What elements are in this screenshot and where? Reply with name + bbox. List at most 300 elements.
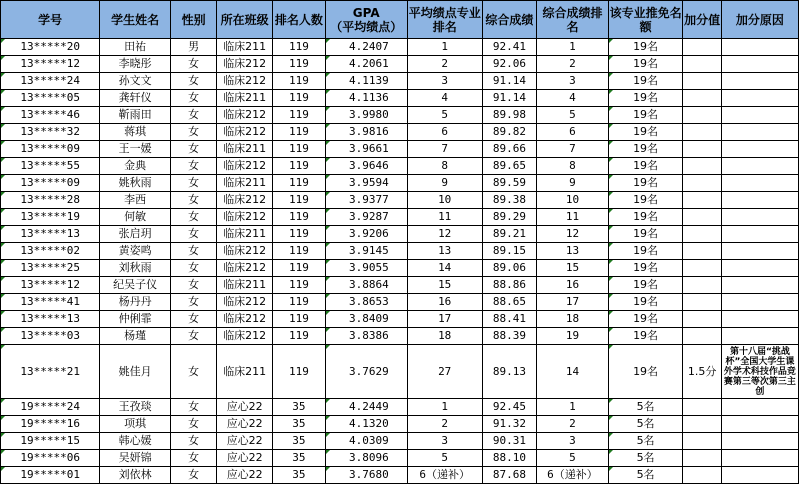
- cell-gender[interactable]: 女: [170, 277, 216, 294]
- cell-gender[interactable]: 女: [170, 260, 216, 277]
- cell-bonus-value[interactable]: [683, 277, 721, 294]
- cell-student-name[interactable]: 张启玥: [100, 226, 171, 243]
- cell-student-id[interactable]: 13*****05: [1, 90, 100, 107]
- cell-student-id[interactable]: 19*****24: [1, 399, 100, 416]
- cell-student-name[interactable]: 杨丹丹: [100, 294, 171, 311]
- cell-class[interactable]: 应心22: [217, 433, 273, 450]
- cell-gender[interactable]: 女: [170, 192, 216, 209]
- cell-gender[interactable]: 女: [170, 141, 216, 158]
- cell-rank-count[interactable]: 119: [273, 175, 326, 192]
- cell-bonus-reason[interactable]: [721, 328, 798, 345]
- cell-bonus-value[interactable]: [683, 399, 721, 416]
- cell-gpa[interactable]: 3.9055: [325, 260, 407, 277]
- cell-student-name[interactable]: 杨瑾: [100, 328, 171, 345]
- cell-bonus-value[interactable]: [683, 416, 721, 433]
- cell-gender[interactable]: 女: [170, 294, 216, 311]
- cell-student-name[interactable]: 项琪: [100, 416, 171, 433]
- cell-student-name[interactable]: 王一媛: [100, 141, 171, 158]
- cell-composite-score[interactable]: 91.14: [482, 73, 537, 90]
- cell-student-id[interactable]: 13*****12: [1, 277, 100, 294]
- cell-student-name[interactable]: 靳雨田: [100, 107, 171, 124]
- cell-student-name[interactable]: 金典: [100, 158, 171, 175]
- cell-gender[interactable]: 女: [170, 311, 216, 328]
- cell-bonus-reason[interactable]: [721, 399, 798, 416]
- cell-composite-rank[interactable]: 19: [537, 328, 609, 345]
- cell-gpa-rank[interactable]: 6（递补）: [407, 467, 482, 484]
- cell-bonus-reason[interactable]: [721, 141, 798, 158]
- cell-quota[interactable]: 19名: [608, 175, 683, 192]
- cell-class[interactable]: 临床212: [217, 294, 273, 311]
- cell-composite-rank[interactable]: 4: [537, 90, 609, 107]
- cell-gpa-rank[interactable]: 4: [407, 90, 482, 107]
- cell-composite-score[interactable]: 89.15: [482, 243, 537, 260]
- cell-bonus-value[interactable]: [683, 450, 721, 467]
- cell-student-id[interactable]: 13*****41: [1, 294, 100, 311]
- cell-class[interactable]: 临床212: [217, 192, 273, 209]
- cell-gpa[interactable]: 4.0309: [325, 433, 407, 450]
- cell-composite-rank[interactable]: 2: [537, 416, 609, 433]
- cell-student-name[interactable]: 田祐: [100, 39, 171, 56]
- cell-bonus-reason[interactable]: [721, 56, 798, 73]
- cell-bonus-reason[interactable]: [721, 107, 798, 124]
- cell-quota[interactable]: 19名: [608, 277, 683, 294]
- cell-class[interactable]: 临床212: [217, 56, 273, 73]
- cell-student-name[interactable]: 孙文文: [100, 73, 171, 90]
- cell-gender[interactable]: 女: [170, 399, 216, 416]
- cell-student-id[interactable]: 13*****03: [1, 328, 100, 345]
- cell-gender[interactable]: 女: [170, 73, 216, 90]
- cell-bonus-reason[interactable]: [721, 124, 798, 141]
- cell-composite-score[interactable]: 88.86: [482, 277, 537, 294]
- cell-bonus-reason[interactable]: [721, 39, 798, 56]
- cell-composite-score[interactable]: 89.82: [482, 124, 537, 141]
- cell-composite-score[interactable]: 88.10: [482, 450, 537, 467]
- cell-quota[interactable]: 5名: [608, 450, 683, 467]
- cell-student-name[interactable]: 何敏: [100, 209, 171, 226]
- cell-gpa-rank[interactable]: 7: [407, 141, 482, 158]
- cell-quota[interactable]: 19名: [608, 73, 683, 90]
- cell-bonus-reason[interactable]: [721, 260, 798, 277]
- cell-student-name[interactable]: 仲俐霏: [100, 311, 171, 328]
- cell-class[interactable]: 临床211: [217, 345, 273, 399]
- cell-bonus-value[interactable]: [683, 73, 721, 90]
- cell-student-name[interactable]: 李西: [100, 192, 171, 209]
- cell-class[interactable]: 临床212: [217, 209, 273, 226]
- cell-gpa[interactable]: 3.7629: [325, 345, 407, 399]
- cell-composite-rank[interactable]: 3: [537, 433, 609, 450]
- cell-student-id[interactable]: 13*****20: [1, 39, 100, 56]
- cell-student-id[interactable]: 13*****12: [1, 56, 100, 73]
- cell-rank-count[interactable]: 35: [273, 399, 326, 416]
- cell-composite-rank[interactable]: 8: [537, 158, 609, 175]
- cell-composite-rank[interactable]: 1: [537, 39, 609, 56]
- cell-quota[interactable]: 19名: [608, 39, 683, 56]
- cell-quota[interactable]: 19名: [608, 345, 683, 399]
- cell-rank-count[interactable]: 35: [273, 450, 326, 467]
- cell-bonus-value[interactable]: [683, 243, 721, 260]
- cell-gender[interactable]: 女: [170, 107, 216, 124]
- cell-composite-rank[interactable]: 10: [537, 192, 609, 209]
- cell-gender[interactable]: 女: [170, 226, 216, 243]
- cell-rank-count[interactable]: 119: [273, 311, 326, 328]
- cell-gpa-rank[interactable]: 13: [407, 243, 482, 260]
- cell-gpa[interactable]: 3.8653: [325, 294, 407, 311]
- cell-bonus-value[interactable]: [683, 158, 721, 175]
- cell-quota[interactable]: 19名: [608, 141, 683, 158]
- cell-gender[interactable]: 女: [170, 175, 216, 192]
- cell-bonus-reason[interactable]: [721, 243, 798, 260]
- cell-rank-count[interactable]: 119: [273, 328, 326, 345]
- cell-gender[interactable]: 女: [170, 124, 216, 141]
- cell-bonus-value[interactable]: [683, 294, 721, 311]
- cell-gpa-rank[interactable]: 3: [407, 433, 482, 450]
- cell-gpa[interactable]: 3.9377: [325, 192, 407, 209]
- cell-gpa[interactable]: 3.9980: [325, 107, 407, 124]
- cell-rank-count[interactable]: 35: [273, 416, 326, 433]
- cell-composite-rank[interactable]: 9: [537, 175, 609, 192]
- cell-bonus-reason[interactable]: [721, 467, 798, 484]
- cell-bonus-value[interactable]: [683, 328, 721, 345]
- cell-student-id[interactable]: 19*****01: [1, 467, 100, 484]
- cell-bonus-value[interactable]: [683, 209, 721, 226]
- cell-gpa[interactable]: 4.1139: [325, 73, 407, 90]
- cell-rank-count[interactable]: 119: [273, 192, 326, 209]
- cell-rank-count[interactable]: 119: [273, 294, 326, 311]
- cell-gender[interactable]: 女: [170, 450, 216, 467]
- cell-rank-count[interactable]: 119: [273, 107, 326, 124]
- cell-gender[interactable]: 男: [170, 39, 216, 56]
- cell-composite-score[interactable]: 89.06: [482, 260, 537, 277]
- cell-student-name[interactable]: 龚轩仪: [100, 90, 171, 107]
- cell-rank-count[interactable]: 119: [273, 345, 326, 399]
- cell-gpa-rank[interactable]: 16: [407, 294, 482, 311]
- cell-composite-rank[interactable]: 6（递补）: [537, 467, 609, 484]
- cell-composite-score[interactable]: 89.21: [482, 226, 537, 243]
- cell-bonus-value[interactable]: [683, 260, 721, 277]
- cell-gender[interactable]: 女: [170, 345, 216, 399]
- cell-bonus-value[interactable]: [683, 311, 721, 328]
- cell-bonus-value[interactable]: [683, 141, 721, 158]
- header-composite-score[interactable]: 综合成绩: [482, 1, 537, 39]
- cell-gender[interactable]: 女: [170, 416, 216, 433]
- cell-student-id[interactable]: 13*****21: [1, 345, 100, 399]
- cell-gpa-rank[interactable]: 11: [407, 209, 482, 226]
- cell-quota[interactable]: 19名: [608, 260, 683, 277]
- cell-composite-score[interactable]: 87.68: [482, 467, 537, 484]
- cell-student-name[interactable]: 姚秋雨: [100, 175, 171, 192]
- cell-bonus-reason[interactable]: [721, 209, 798, 226]
- cell-class[interactable]: 临床212: [217, 328, 273, 345]
- cell-gpa[interactable]: 4.2061: [325, 56, 407, 73]
- cell-quota[interactable]: 19名: [608, 294, 683, 311]
- cell-gpa[interactable]: 3.9287: [325, 209, 407, 226]
- cell-class[interactable]: 临床212: [217, 73, 273, 90]
- cell-bonus-reason[interactable]: [721, 226, 798, 243]
- cell-quota[interactable]: 19名: [608, 226, 683, 243]
- cell-class[interactable]: 临床211: [217, 226, 273, 243]
- cell-composite-score[interactable]: 89.65: [482, 158, 537, 175]
- cell-composite-rank[interactable]: 17: [537, 294, 609, 311]
- cell-class[interactable]: 应心22: [217, 450, 273, 467]
- cell-composite-rank[interactable]: 16: [537, 277, 609, 294]
- cell-gender[interactable]: 女: [170, 158, 216, 175]
- cell-bonus-value[interactable]: 1.5分: [683, 345, 721, 399]
- cell-gpa-rank[interactable]: 8: [407, 158, 482, 175]
- cell-gender[interactable]: 女: [170, 467, 216, 484]
- cell-bonus-reason[interactable]: [721, 158, 798, 175]
- cell-class[interactable]: 临床212: [217, 124, 273, 141]
- cell-bonus-value[interactable]: [683, 175, 721, 192]
- cell-composite-score[interactable]: 92.41: [482, 39, 537, 56]
- cell-gpa[interactable]: 4.1136: [325, 90, 407, 107]
- cell-class[interactable]: 临床212: [217, 243, 273, 260]
- cell-composite-score[interactable]: 89.66: [482, 141, 537, 158]
- cell-bonus-value[interactable]: [683, 226, 721, 243]
- cell-student-name[interactable]: 吴妍锦: [100, 450, 171, 467]
- cell-quota[interactable]: 19名: [608, 311, 683, 328]
- cell-class[interactable]: 临床211: [217, 141, 273, 158]
- cell-class[interactable]: 应心22: [217, 399, 273, 416]
- cell-bonus-value[interactable]: [683, 124, 721, 141]
- cell-composite-rank[interactable]: 2: [537, 56, 609, 73]
- cell-bonus-reason[interactable]: [721, 433, 798, 450]
- cell-gpa-rank[interactable]: 9: [407, 175, 482, 192]
- cell-student-id[interactable]: 13*****13: [1, 226, 100, 243]
- cell-gpa[interactable]: 4.1320: [325, 416, 407, 433]
- cell-gpa-rank[interactable]: 2: [407, 56, 482, 73]
- cell-quota[interactable]: 19名: [608, 192, 683, 209]
- cell-quota[interactable]: 19名: [608, 243, 683, 260]
- cell-composite-rank[interactable]: 3: [537, 73, 609, 90]
- cell-student-id[interactable]: 13*****24: [1, 73, 100, 90]
- cell-student-id[interactable]: 19*****06: [1, 450, 100, 467]
- cell-bonus-value[interactable]: [683, 192, 721, 209]
- cell-gpa-rank[interactable]: 27: [407, 345, 482, 399]
- cell-rank-count[interactable]: 119: [273, 90, 326, 107]
- cell-composite-rank[interactable]: 15: [537, 260, 609, 277]
- cell-composite-score[interactable]: 88.65: [482, 294, 537, 311]
- cell-student-name[interactable]: 姚佳月: [100, 345, 171, 399]
- cell-student-name[interactable]: 蒋琪: [100, 124, 171, 141]
- cell-gender[interactable]: 女: [170, 56, 216, 73]
- header-bonus-reason[interactable]: 加分原因: [721, 1, 798, 39]
- cell-rank-count[interactable]: 119: [273, 158, 326, 175]
- cell-bonus-reason[interactable]: [721, 73, 798, 90]
- cell-student-id[interactable]: 13*****55: [1, 158, 100, 175]
- header-class[interactable]: 所在班级: [217, 1, 273, 39]
- cell-gpa[interactable]: 3.7680: [325, 467, 407, 484]
- cell-composite-rank[interactable]: 6: [537, 124, 609, 141]
- cell-gender[interactable]: 女: [170, 90, 216, 107]
- cell-composite-rank[interactable]: 18: [537, 311, 609, 328]
- cell-gpa-rank[interactable]: 14: [407, 260, 482, 277]
- cell-student-id[interactable]: 13*****32: [1, 124, 100, 141]
- cell-composite-score[interactable]: 92.06: [482, 56, 537, 73]
- cell-composite-score[interactable]: 89.13: [482, 345, 537, 399]
- cell-quota[interactable]: 19名: [608, 90, 683, 107]
- header-gender[interactable]: 性别: [170, 1, 216, 39]
- cell-bonus-value[interactable]: [683, 107, 721, 124]
- cell-composite-score[interactable]: 89.29: [482, 209, 537, 226]
- cell-rank-count[interactable]: 119: [273, 39, 326, 56]
- cell-bonus-reason[interactable]: [721, 90, 798, 107]
- cell-quota[interactable]: 5名: [608, 467, 683, 484]
- cell-rank-count[interactable]: 119: [273, 56, 326, 73]
- cell-rank-count[interactable]: 119: [273, 226, 326, 243]
- cell-student-name[interactable]: 黄姿鸣: [100, 243, 171, 260]
- cell-student-id[interactable]: 13*****13: [1, 311, 100, 328]
- cell-gpa[interactable]: 3.8864: [325, 277, 407, 294]
- cell-class[interactable]: 临床211: [217, 277, 273, 294]
- cell-gpa[interactable]: 3.9206: [325, 226, 407, 243]
- cell-class[interactable]: 临床211: [217, 39, 273, 56]
- cell-composite-score[interactable]: 88.41: [482, 311, 537, 328]
- cell-composite-score[interactable]: 91.32: [482, 416, 537, 433]
- cell-bonus-value[interactable]: [683, 433, 721, 450]
- cell-quota[interactable]: 19名: [608, 124, 683, 141]
- cell-composite-score[interactable]: 89.38: [482, 192, 537, 209]
- cell-gpa[interactable]: 3.8409: [325, 311, 407, 328]
- cell-gpa[interactable]: 3.9145: [325, 243, 407, 260]
- cell-student-id[interactable]: 13*****46: [1, 107, 100, 124]
- cell-bonus-value[interactable]: [683, 467, 721, 484]
- cell-rank-count[interactable]: 119: [273, 141, 326, 158]
- header-student-id[interactable]: 学号: [1, 1, 100, 39]
- cell-quota[interactable]: 19名: [608, 328, 683, 345]
- cell-student-name[interactable]: 刘秋雨: [100, 260, 171, 277]
- cell-gpa-rank[interactable]: 17: [407, 311, 482, 328]
- cell-gpa-rank[interactable]: 5: [407, 107, 482, 124]
- cell-rank-count[interactable]: 119: [273, 260, 326, 277]
- cell-quota[interactable]: 19名: [608, 158, 683, 175]
- cell-student-id[interactable]: 13*****25: [1, 260, 100, 277]
- cell-gpa-rank[interactable]: 1: [407, 399, 482, 416]
- cell-student-name[interactable]: 纪吴子仪: [100, 277, 171, 294]
- cell-bonus-reason[interactable]: [721, 416, 798, 433]
- cell-bonus-reason[interactable]: 第十八届“挑战杯”全国大学生课外学术科技作品竞赛第三等次第三主创: [721, 345, 798, 399]
- cell-gpa[interactable]: 3.9594: [325, 175, 407, 192]
- cell-rank-count[interactable]: 119: [273, 124, 326, 141]
- cell-class[interactable]: 应心22: [217, 416, 273, 433]
- cell-rank-count[interactable]: 119: [273, 209, 326, 226]
- cell-bonus-reason[interactable]: [721, 175, 798, 192]
- cell-composite-rank[interactable]: 14: [537, 345, 609, 399]
- header-student-name[interactable]: 学生姓名: [100, 1, 171, 39]
- cell-student-name[interactable]: 韩心媛: [100, 433, 171, 450]
- cell-gender[interactable]: 女: [170, 243, 216, 260]
- cell-gpa-rank[interactable]: 15: [407, 277, 482, 294]
- cell-class[interactable]: 应心22: [217, 467, 273, 484]
- cell-composite-score[interactable]: 89.59: [482, 175, 537, 192]
- cell-student-id[interactable]: 13*****09: [1, 175, 100, 192]
- header-quota[interactable]: 该专业推免名额: [608, 1, 683, 39]
- cell-composite-score[interactable]: 89.98: [482, 107, 537, 124]
- cell-gpa[interactable]: 3.9816: [325, 124, 407, 141]
- cell-gpa[interactable]: 3.8096: [325, 450, 407, 467]
- cell-quota[interactable]: 19名: [608, 107, 683, 124]
- cell-student-id[interactable]: 19*****15: [1, 433, 100, 450]
- cell-bonus-reason[interactable]: [721, 277, 798, 294]
- cell-gpa-rank[interactable]: 10: [407, 192, 482, 209]
- cell-gpa[interactable]: 3.8386: [325, 328, 407, 345]
- header-gpa[interactable]: GPA （平均绩点）: [325, 1, 407, 39]
- cell-bonus-value[interactable]: [683, 39, 721, 56]
- cell-student-id[interactable]: 13*****02: [1, 243, 100, 260]
- cell-composite-rank[interactable]: 1: [537, 399, 609, 416]
- cell-gpa-rank[interactable]: 2: [407, 416, 482, 433]
- cell-student-name[interactable]: 李晓彤: [100, 56, 171, 73]
- cell-gpa[interactable]: 4.2407: [325, 39, 407, 56]
- cell-bonus-value[interactable]: [683, 56, 721, 73]
- cell-gpa-rank[interactable]: 18: [407, 328, 482, 345]
- cell-gpa[interactable]: 3.9661: [325, 141, 407, 158]
- cell-class[interactable]: 临床212: [217, 260, 273, 277]
- cell-student-id[interactable]: 13*****28: [1, 192, 100, 209]
- cell-composite-rank[interactable]: 7: [537, 141, 609, 158]
- cell-quota[interactable]: 5名: [608, 399, 683, 416]
- cell-gpa-rank[interactable]: 1: [407, 39, 482, 56]
- cell-class[interactable]: 临床211: [217, 175, 273, 192]
- cell-gpa-rank[interactable]: 12: [407, 226, 482, 243]
- cell-gender[interactable]: 女: [170, 328, 216, 345]
- cell-student-name[interactable]: 刘依林: [100, 467, 171, 484]
- cell-bonus-reason[interactable]: [721, 450, 798, 467]
- cell-composite-rank[interactable]: 13: [537, 243, 609, 260]
- cell-quota[interactable]: 19名: [608, 56, 683, 73]
- cell-class[interactable]: 临床212: [217, 107, 273, 124]
- cell-gender[interactable]: 女: [170, 433, 216, 450]
- header-rank-count[interactable]: 排名人数: [273, 1, 326, 39]
- header-bonus-value[interactable]: 加分值: [683, 1, 721, 39]
- cell-composite-rank[interactable]: 12: [537, 226, 609, 243]
- cell-gpa-rank[interactable]: 6: [407, 124, 482, 141]
- cell-gender[interactable]: 女: [170, 209, 216, 226]
- cell-bonus-value[interactable]: [683, 90, 721, 107]
- cell-rank-count[interactable]: 119: [273, 73, 326, 90]
- cell-student-name[interactable]: 王孜琰: [100, 399, 171, 416]
- cell-gpa-rank[interactable]: 3: [407, 73, 482, 90]
- cell-bonus-reason[interactable]: [721, 192, 798, 209]
- cell-bonus-reason[interactable]: [721, 311, 798, 328]
- cell-gpa-rank[interactable]: 5: [407, 450, 482, 467]
- cell-rank-count[interactable]: 119: [273, 277, 326, 294]
- cell-gpa[interactable]: 4.2449: [325, 399, 407, 416]
- cell-composite-rank[interactable]: 5: [537, 107, 609, 124]
- cell-rank-count[interactable]: 119: [273, 243, 326, 260]
- header-gpa-rank[interactable]: 平均绩点专业排名: [407, 1, 482, 39]
- cell-student-id[interactable]: 13*****09: [1, 141, 100, 158]
- cell-quota[interactable]: 5名: [608, 416, 683, 433]
- cell-composite-score[interactable]: 88.39: [482, 328, 537, 345]
- cell-rank-count[interactable]: 35: [273, 433, 326, 450]
- cell-rank-count[interactable]: 35: [273, 467, 326, 484]
- cell-class[interactable]: 临床211: [217, 90, 273, 107]
- cell-student-id[interactable]: 19*****16: [1, 416, 100, 433]
- cell-bonus-reason[interactable]: [721, 294, 798, 311]
- cell-class[interactable]: 临床212: [217, 158, 273, 175]
- cell-composite-score[interactable]: 91.14: [482, 90, 537, 107]
- cell-class[interactable]: 临床212: [217, 311, 273, 328]
- cell-composite-rank[interactable]: 5: [537, 450, 609, 467]
- cell-quota[interactable]: 5名: [608, 433, 683, 450]
- cell-quota[interactable]: 19名: [608, 209, 683, 226]
- header-composite-rank[interactable]: 综合成绩排名: [537, 1, 609, 39]
- cell-composite-score[interactable]: 90.31: [482, 433, 537, 450]
- cell-gpa[interactable]: 3.9646: [325, 158, 407, 175]
- cell-student-id[interactable]: 13*****19: [1, 209, 100, 226]
- cell-composite-rank[interactable]: 11: [537, 209, 609, 226]
- cell-composite-score[interactable]: 92.45: [482, 399, 537, 416]
